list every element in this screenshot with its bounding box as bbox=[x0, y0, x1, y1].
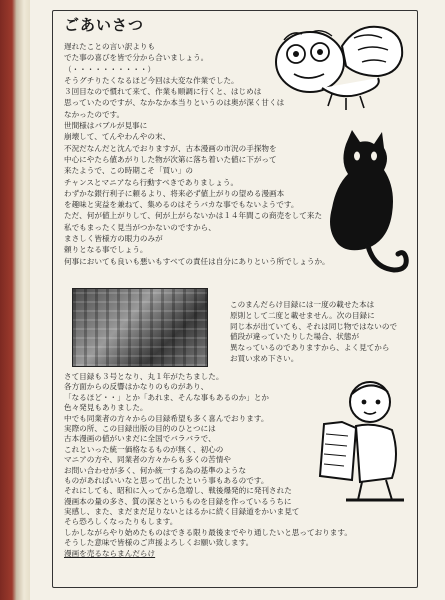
text-line: 原則として二度と載せません。次の目録に bbox=[230, 310, 375, 320]
text-line: 中心にやたら値あがりした物が次第に落ち着いた値に下がって bbox=[64, 154, 277, 164]
text-line: 来たようで、この時期こそ「買い」の bbox=[64, 166, 193, 176]
text-line: 遅れたことの言い訳よりも bbox=[64, 42, 156, 51]
text-line: 崩壊して、てんやわんやの末、 bbox=[64, 132, 171, 142]
text-line: わずかな銀行利子に頼るより、将来必ず値上がりの望める漫画本 bbox=[64, 188, 285, 198]
text-line: でた事の喜びを皆で分から合いましょう。 bbox=[64, 53, 209, 63]
text-line: そうグチりたくなるほど今回は大変な作業でした。 bbox=[64, 75, 239, 85]
text-line: 思っていたのですが、なかなか本当りというのは奥が深く甘くは bbox=[64, 98, 285, 108]
text-line: 不況だなんだと沈んでおりますが、古本漫画の市況の手探物を bbox=[64, 143, 277, 153]
text-line: お買い求め下さい。 bbox=[230, 353, 299, 363]
text-line: お問い合わせが多く、何か統一する為の基準のような bbox=[64, 465, 247, 475]
text-line: 同じ本が出ていても、それは同じ物ではないので bbox=[230, 321, 398, 331]
text-line: ３回目なので慣れて来て、作業も順調に行くと、はじめは bbox=[64, 87, 262, 97]
text-line: これといった統一価格なるものが無く、初心の bbox=[64, 444, 224, 454]
closing-slogan: 漫画を売るならまんだらけ bbox=[64, 548, 156, 558]
photo-caption bbox=[230, 301, 397, 366]
text-line: 異なっているのでありますから、よく見てから bbox=[230, 343, 390, 353]
book-spine-edge bbox=[0, 0, 30, 600]
text-line: そうした意味で皆様のご声援よろしくお願い致します。 bbox=[64, 538, 254, 548]
text-line: 値段が違っていたりした場合、状態が bbox=[230, 332, 360, 342]
text-line: 私でもまったく見当がつかないのですから、 bbox=[64, 222, 216, 232]
text-line: このまんだらけ目録には一度の載せた本は bbox=[230, 300, 375, 309]
text-line: それにしても、昭和に入ってから急増し、戦後爆発的に発刊された bbox=[64, 486, 292, 496]
bookshelf-photo bbox=[72, 288, 208, 367]
intro-paragraph bbox=[64, 43, 330, 269]
text-line: 中でも同業者の方々からの目録希望も多く喜んでおります。 bbox=[64, 413, 269, 423]
text-line: 色々発見もありました。 bbox=[64, 403, 148, 413]
text-line: マニアの方や、同業者の方々からも多くの苦情や bbox=[64, 455, 231, 465]
text-line: 実感し、また、まだまだ足りないとはるかに続く目録道をかいま見て bbox=[64, 507, 300, 517]
text-line: 実際の所、この目録出版の目的のひとつには bbox=[64, 423, 216, 433]
text-line: 何事においても良いも悪いもすべての責任は自分にありという所でしょうか。 bbox=[64, 256, 330, 266]
body-paragraph bbox=[64, 373, 352, 560]
text-line: を趣味と実益を兼ねて、集めるのはそうバカな事でもないようです。 bbox=[64, 200, 299, 210]
page-title: ごあいさつ bbox=[64, 16, 145, 34]
text-line: まさしく皆様方の眼力のみが bbox=[64, 234, 163, 244]
text-line: 頼りとなる事でしょう。 bbox=[64, 245, 148, 255]
text-line: ただ、何が値上がりして、何が上がらないかは１４年間この商売をして来た bbox=[64, 211, 323, 221]
text-line: チャンスとマニアなら行動すべきでありましょう。 bbox=[64, 177, 239, 187]
text-line: なかったのです。 bbox=[64, 109, 125, 119]
text-line: 「なるほど・・」とか「あれま、そんな事もあるのか」とか bbox=[64, 392, 270, 402]
text-line: 各方面からの反響はかなりのものがあり、 bbox=[64, 382, 209, 392]
text-line: 漫画本の量の多さ、質の深さというものを目録を作っているうちに bbox=[64, 496, 292, 506]
text-line: さて目録も３号となり、丸１年がたちました。 bbox=[64, 372, 224, 381]
text-line: 古本漫画の値がいまだに全国でバラバラで、 bbox=[64, 434, 216, 444]
black-cat-illustration bbox=[324, 130, 412, 288]
text-line: ものがあればいいなと思って出したという事もあるのです。 bbox=[64, 475, 269, 485]
text-line: 世間様はバブルが見事に bbox=[64, 121, 148, 131]
text-line: そら恐ろしくなったりもします。 bbox=[64, 517, 178, 527]
text-line: しかしながらやり始めたものはできる限り最後までやり通したいと思っております。 bbox=[64, 527, 352, 537]
text-line: （・・・・・・・・・・） bbox=[64, 64, 156, 74]
